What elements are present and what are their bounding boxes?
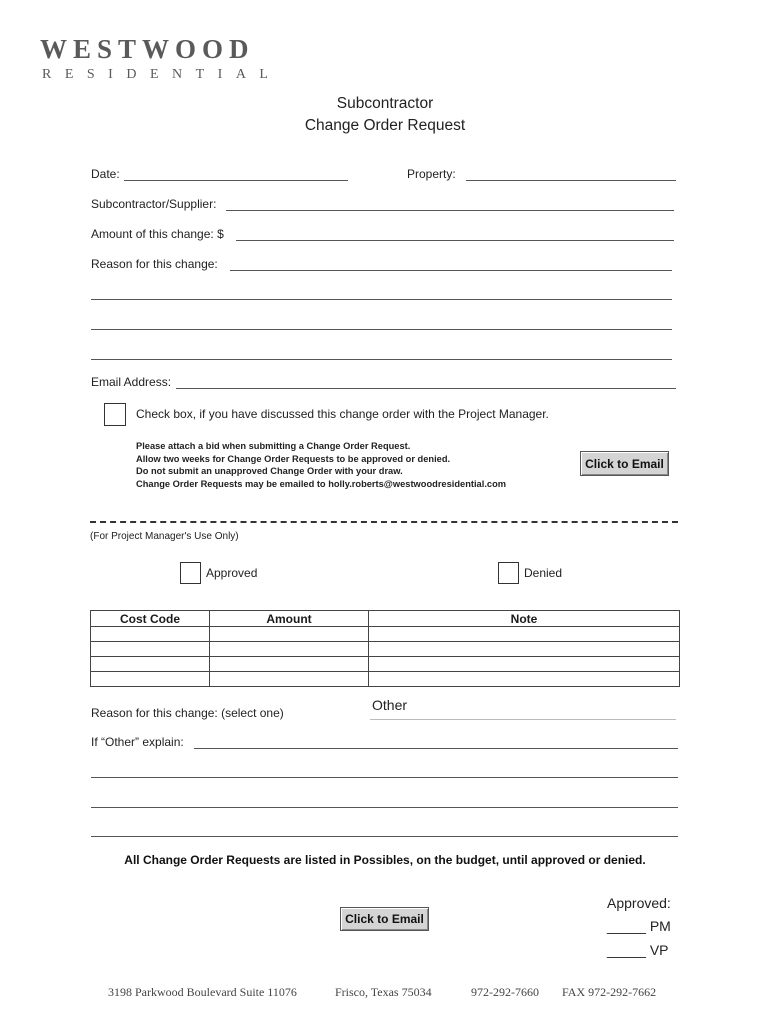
amount-header: Amount <box>210 611 369 627</box>
approval-vp: _____ VP <box>607 942 669 958</box>
date-field[interactable] <box>124 180 348 181</box>
discussed-checkbox-label: Check box, if you have discussed this change order with the Project Manager. <box>136 407 549 421</box>
cost-table <box>90 610 680 687</box>
company-logo-subtitle: RESIDENTIAL <box>42 67 282 82</box>
denied-checkbox[interactable] <box>498 562 519 584</box>
table-header-row <box>91 611 680 627</box>
cost-code-cell[interactable] <box>91 657 210 672</box>
note-line: Allow two weeks for Change Order Requests to be approved or denied. <box>136 453 451 464</box>
pm-use-label: (For Project Manager's Use Only) <box>90 531 239 542</box>
denied-label: Denied <box>524 566 563 580</box>
subcontractor-field[interactable] <box>226 210 674 211</box>
reason-line-4[interactable] <box>91 359 672 360</box>
approval-pm: _____ PM <box>607 918 671 934</box>
note-line: Change Order Requests may be emailed to holly.roberts@westwoodresidential.com <box>136 478 507 489</box>
note-cell[interactable] <box>369 657 680 672</box>
table-row <box>91 672 680 687</box>
other-explain-line-3[interactable] <box>91 807 678 808</box>
footer-city: Frisco, Texas 75034 <box>335 985 432 999</box>
budget-note: All Change Order Requests are listed in Possibles, on the budget, until approved or denied. <box>124 853 646 867</box>
amount-cell[interactable] <box>210 657 369 672</box>
other-explain-line-2[interactable] <box>91 777 678 778</box>
approved-checkbox[interactable] <box>180 562 201 584</box>
amount-cell[interactable] <box>210 627 369 642</box>
subcontractor-label: Subcontractor/Supplier: <box>91 197 217 211</box>
note-cell[interactable] <box>369 672 680 687</box>
reason-field[interactable] <box>230 270 672 271</box>
table-row <box>91 657 680 672</box>
property-field[interactable] <box>466 180 676 181</box>
reason-line-2[interactable] <box>91 299 672 300</box>
note-header: Note <box>369 611 680 627</box>
cost-code-cell[interactable] <box>91 672 210 687</box>
footer-phone: 972-292-7660 <box>471 985 539 999</box>
reason-line-3[interactable] <box>91 329 672 330</box>
table-row <box>91 642 680 657</box>
section-divider <box>90 521 678 523</box>
note-cell[interactable] <box>369 642 680 657</box>
reason-select-label: Reason for this change: (select one) <box>91 706 284 720</box>
other-explain-field[interactable] <box>194 748 678 749</box>
note-line: Do not submit an unapproved Change Order with your draw. <box>136 466 403 477</box>
footer-fax: FAX 972-292-7662 <box>562 985 657 999</box>
cost-code-cell[interactable] <box>91 627 210 642</box>
reason-label: Reason for this change: <box>91 257 218 271</box>
form-title-line2: Change Order Request <box>304 117 466 134</box>
cost-code-cell[interactable] <box>91 642 210 657</box>
date-label: Date: <box>91 167 120 181</box>
submission-notes <box>136 440 506 490</box>
reason-select[interactable] <box>370 697 676 720</box>
email-field[interactable] <box>176 388 676 389</box>
company-logo-name: WESTWOOD <box>40 34 255 64</box>
property-label: Property: <box>407 167 456 181</box>
email-button-bottom[interactable]: Click to Email <box>340 907 429 931</box>
approved-label: Approved <box>206 566 258 580</box>
cost-code-header: Cost Code <box>91 611 210 627</box>
amount-cell[interactable] <box>210 642 369 657</box>
other-explain-label: If “Other” explain: <box>91 735 184 749</box>
note-line: Please attach a bid when submitting a Change Order Request. <box>136 441 411 451</box>
reason-select-value: Other <box>372 697 408 713</box>
amount-label: Amount of this change: $ <box>91 227 224 241</box>
footer-address: 3198 Parkwood Boulevard Suite 11076 <box>108 985 297 999</box>
approval-title: Approved: <box>607 895 671 911</box>
email-button-top[interactable]: Click to Email <box>580 451 669 476</box>
other-explain-line-4[interactable] <box>91 836 678 837</box>
discussed-checkbox[interactable] <box>104 403 126 426</box>
form-title-line1: Subcontractor <box>336 95 434 112</box>
email-label: Email Address: <box>91 375 172 389</box>
amount-cell[interactable] <box>210 672 369 687</box>
amount-field[interactable] <box>236 240 674 241</box>
note-cell[interactable] <box>369 627 680 642</box>
table-row <box>91 627 680 642</box>
